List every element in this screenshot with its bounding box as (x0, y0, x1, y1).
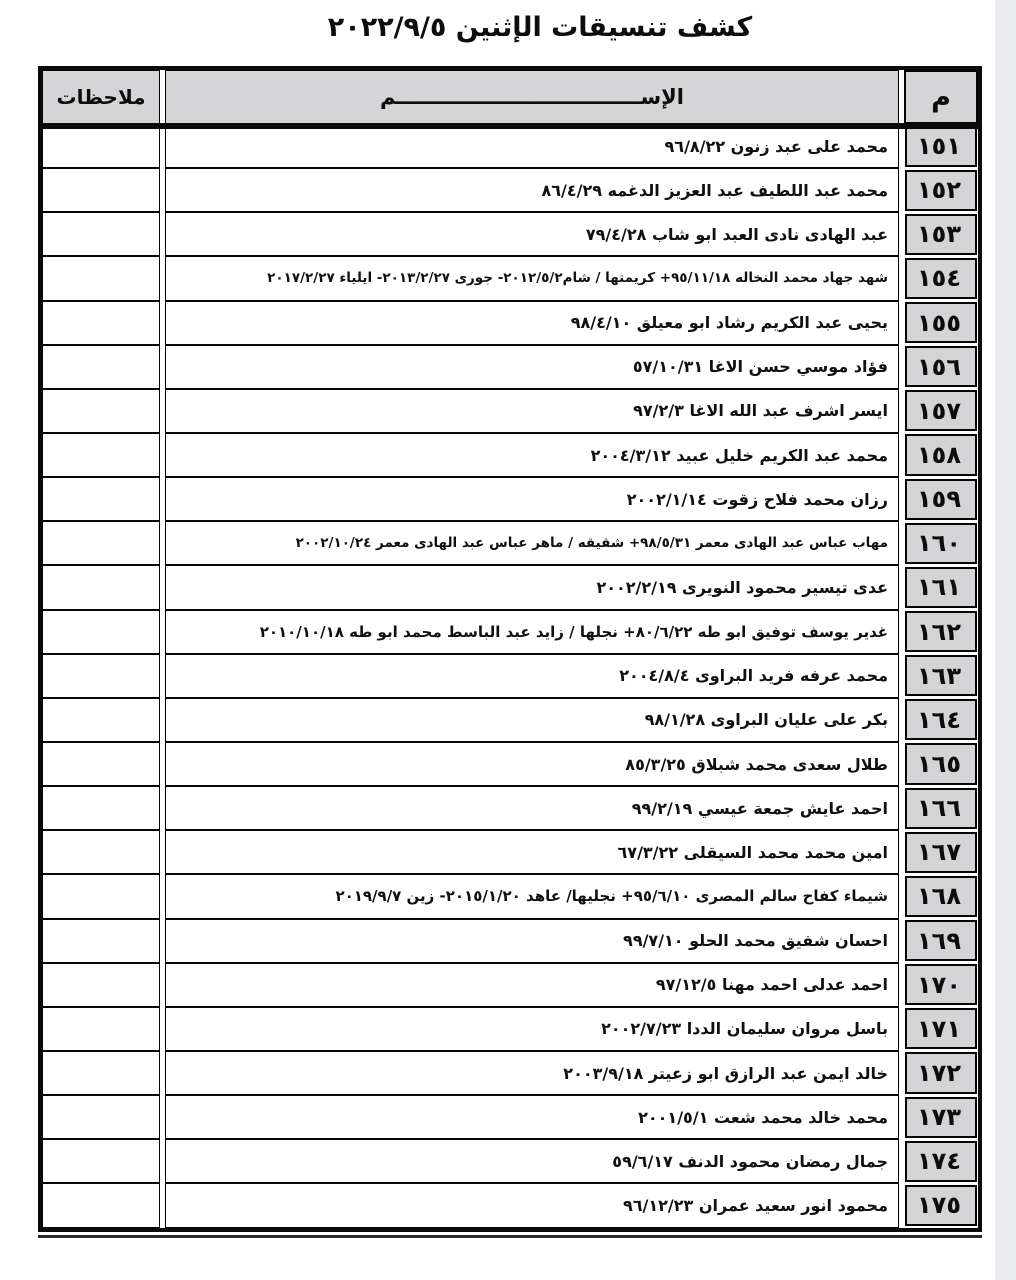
notes-cell (42, 610, 160, 654)
notes-cell (42, 1007, 160, 1051)
column-header-name: الإســــــــــــــــــــــــــــــــــم (165, 70, 899, 124)
serial-cell: ١٦٣ (905, 655, 977, 696)
serial-cell: ١٧٤ (905, 1141, 977, 1182)
name-cell: شهد جهاد محمد النخاله ٩٥/١١/١٨+ كريمتها / شام٢٠١٢/٥/٢- جورى ٢٠١٣/٢/٢٧- ايلياء ٢٠١٧/٢/٢٧ (165, 256, 899, 300)
name-cell: طلال سعدى محمد شبلاق ٨٥/٣/٢٥ (165, 742, 899, 786)
name-cell: شيماء كفاح سالم المصرى ٩٥/٦/١٠+ نجليها/ عاهد ٢٠١٥/١/٢٠- زين ٢٠١٩/٩/٧ (165, 874, 899, 918)
notes-cell (42, 919, 160, 963)
notes-cell (42, 742, 160, 786)
name-cell: احمد عدلى احمد مهنا ٩٧/١٢/٥ (165, 963, 899, 1007)
notes-cell (42, 654, 160, 698)
notes-cell (42, 786, 160, 830)
notes-cell (42, 1183, 160, 1227)
name-cell: محمد عبد الكريم خليل عبيد ٢٠٠٤/٣/١٢ (165, 433, 899, 477)
name-cell: رزان محمد فلاح زقوت ٢٠٠٢/١/١٤ (165, 477, 899, 521)
notes-cell (42, 1139, 160, 1183)
name-cell: امين محمد محمد السيقلى ٦٧/٣/٢٢ (165, 830, 899, 874)
serial-cell: ١٥٢ (905, 170, 977, 211)
notes-cell (42, 521, 160, 565)
serial-cell: ١٥١ (905, 126, 977, 167)
serial-cell: ١٦٢ (905, 611, 977, 652)
notes-cell (42, 830, 160, 874)
name-cell: غدير يوسف توفيق ابو طه ٨٠/٦/٢٢+ نجلها / زايد عبد الباسط محمد ابو طه ٢٠١٠/١٠/١٨ (165, 610, 899, 654)
serial-cell: ١٥٣ (905, 214, 977, 255)
name-cell: محمد عبد اللطيف عبد العزيز الدغمه ٨٦/٤/٢٩ (165, 168, 899, 212)
serial-cell: ١٧٣ (905, 1097, 977, 1138)
serial-cell: ١٧٢ (905, 1052, 977, 1093)
serial-cell: ١٦٤ (905, 699, 977, 740)
serial-cell: ١٦٨ (905, 876, 977, 917)
notes-cell (42, 1051, 160, 1095)
name-cell: محمد على عبد زنون ٩٦/٨/٢٢ (165, 124, 899, 168)
scan-edge-strip (995, 0, 1016, 1280)
serial-cell: ١٥٩ (905, 479, 977, 520)
serial-cell: ١٥٥ (905, 302, 977, 343)
serial-cell: ١٥٨ (905, 434, 977, 475)
serial-cell: ١٦٩ (905, 920, 977, 961)
name-cell: احسان شفيق محمد الحلو ٩٩/٧/١٠ (165, 919, 899, 963)
name-cell: باسل مروان سليمان الددا ٢٠٠٢/٧/٢٣ (165, 1007, 899, 1051)
name-cell: مهاب عباس عبد الهادى معمر ٩٨/٥/٣١+ شقيقه / ماهر عباس عبد الهادى معمر ٢٠٠٢/١٠/٢٤ (165, 521, 899, 565)
name-cell: احمد عايش جمعة عيسي ٩٩/٢/١٩ (165, 786, 899, 830)
name-cell: خالد ايمن عبد الرازق ابو زعيتر ٢٠٠٣/٩/١٨ (165, 1051, 899, 1095)
serial-cell: ١٦١ (905, 567, 977, 608)
name-cell: جمال رمضان محمود الدنف ٥٩/٦/١٧ (165, 1139, 899, 1183)
notes-cell (42, 212, 160, 256)
notes-cell (42, 963, 160, 1007)
notes-cell (42, 565, 160, 609)
notes-cell (42, 389, 160, 433)
serial-cell: ١٦٠ (905, 523, 977, 564)
name-cell: بكر على عليان البراوى ٩٨/١/٢٨ (165, 698, 899, 742)
serial-cell: ١٦٥ (905, 743, 977, 784)
name-cell: عبد الهادى نادى العبد ابو شاب ٧٩/٤/٢٨ (165, 212, 899, 256)
column-header-notes: ملاحظات (42, 70, 160, 124)
name-cell: يحيى عبد الكريم رشاد ابو معيلق ٩٨/٤/١٠ (165, 301, 899, 345)
name-cell: عدى تيسير محمود النويرى ٢٠٠٢/٢/١٩ (165, 565, 899, 609)
notes-cell (42, 477, 160, 521)
serial-cell: ١٧١ (905, 1008, 977, 1049)
name-cell: محمد خالد محمد شعت ٢٠٠١/٥/١ (165, 1095, 899, 1139)
roster-table (38, 66, 982, 1232)
notes-cell (42, 698, 160, 742)
serial-cell: ١٥٤ (905, 258, 977, 299)
notes-cell (42, 345, 160, 389)
serial-cell: ١٦٧ (905, 832, 977, 873)
notes-cell (42, 433, 160, 477)
notes-cell (42, 124, 160, 168)
header-divider-rule (38, 123, 982, 129)
notes-cell (42, 874, 160, 918)
notes-cell (42, 256, 160, 300)
name-cell: فؤاد موسي حسن الاغا ٥٧/١٠/٣١ (165, 345, 899, 389)
page-title: كشف تنسيقات الإثنين ٢٠٢٢/٩/٥ (327, 12, 753, 43)
serial-cell: ١٦٦ (905, 788, 977, 829)
name-cell: ايسر اشرف عبد الله الاغا ٩٧/٢/٣ (165, 389, 899, 433)
name-cell: محمود انور سعيد عمران ٩٦/١٢/٢٣ (165, 1183, 899, 1227)
notes-cell (42, 1095, 160, 1139)
serial-cell: ١٥٧ (905, 390, 977, 431)
notes-cell (42, 301, 160, 345)
serial-cell: ١٧٠ (905, 964, 977, 1005)
serial-cell: ١٥٦ (905, 346, 977, 387)
column-header-serial: م (904, 70, 978, 124)
name-cell: محمد عرفه فريد البراوى ٢٠٠٤/٨/٤ (165, 654, 899, 698)
notes-cell (42, 168, 160, 212)
serial-cell: ١٧٥ (905, 1185, 977, 1226)
